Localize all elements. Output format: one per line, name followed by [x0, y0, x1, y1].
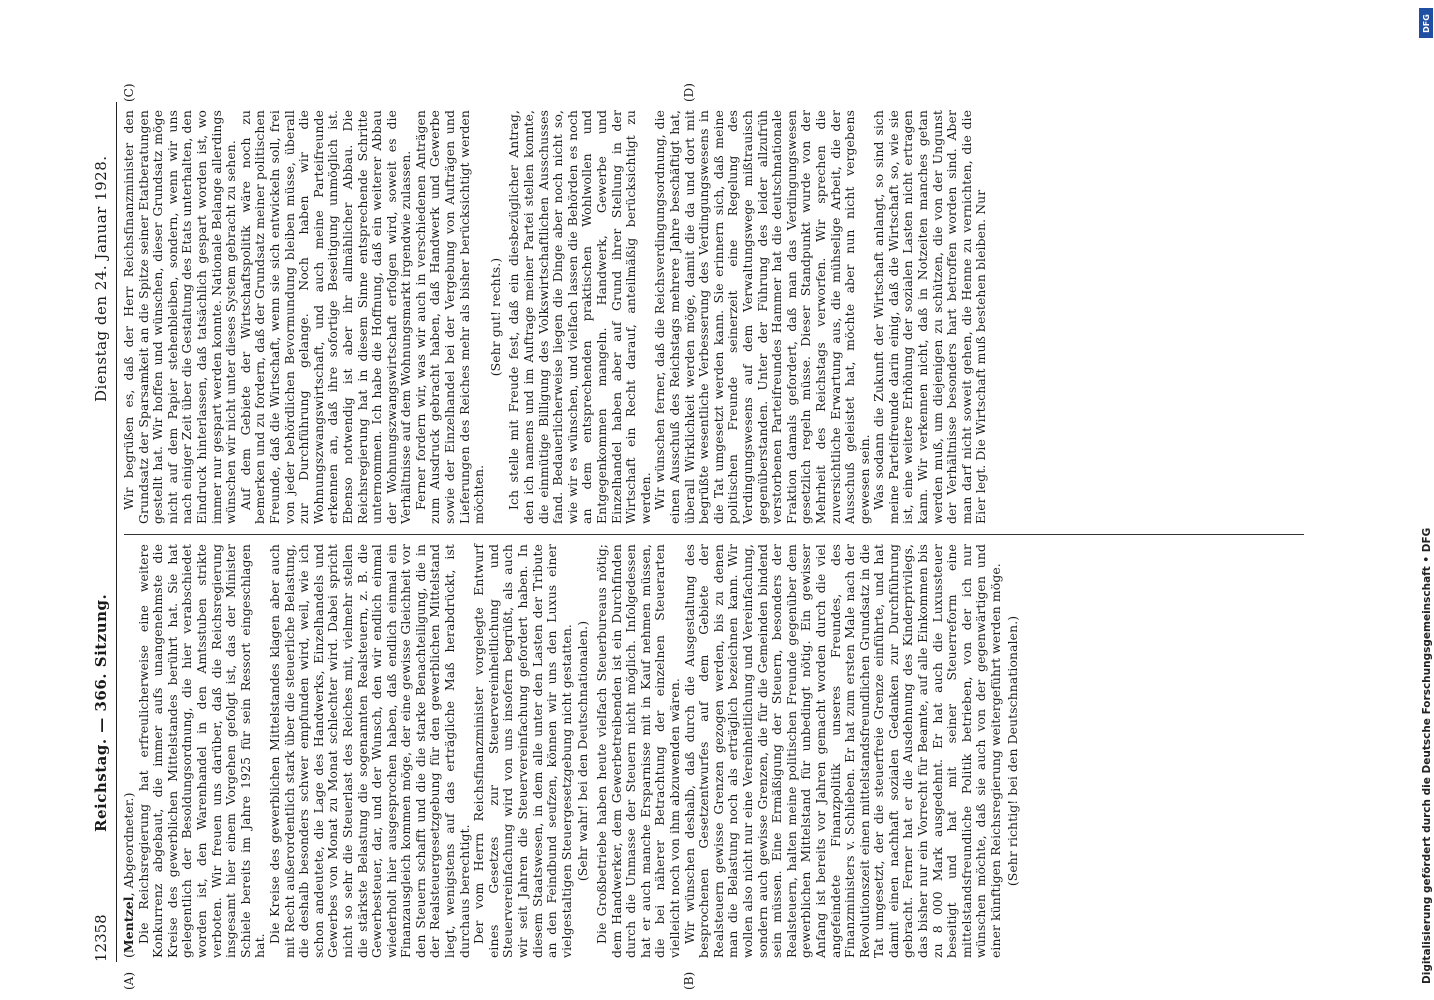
- paragraph: Die Kreise des gewerblichen Mittelstandes klagen aber auch mit Recht außerordentlich stark über die steuerliche Belastung, die deshalb besonders schwer empfunden wird, weil, wie ich schon andeutete, die Lage des Handwerks, Einzelhandels und Gewerbes von Monat zu Monat schlechter wird. Dabei spricht nicht so sehr die Steuerlast des Reiches mit, vielmehr stellen die stärkste Belastung die sogenannten Realsteuern, z. B. die Gewerbesteuer, dar, und der Wunsch, den wir endlich einmal wiederholt hier ausgesprochen haben, daß endlich einmal ein Finanzausgleich kommen möge, der eine gewisse Gleichheit vor den Steuern schafft und die die starke Benachteiligung, die in der Realsteuergesetzgebung für den gewerblichen Mittelstand liegt, wenigstens auf das erträgliche Maß herabdrückt, ist durchaus berechtigt.: [266, 544, 472, 958]
- paragraph: Die Großbetriebe haben heute vielfach Steuerbureaus nötig; dem Handwerker, dem Gewerbetreibenden ist ein Durchfinden durch die Unmasse der Steuern nicht möglich. Infolgedessen hat er auch manche Ersparnisse mit in Kauf nehmen müssen, die bei näherer Betrachtung der einzelnen Steuerarten vielleicht noch von ihm abzuwenden wären.: [594, 544, 682, 958]
- interjection: (Sehr gut! rechts.): [487, 257, 503, 377]
- paragraph: Wir wünschen ferner, daß die Reichsverdingungsordnung, die einen Ausschuß des Reichstags mehrere Jahre beschäftigt hat, überall Wirklichkeit werden möge, damit die da und dort mit begrüßte wesentliche Verbesserung des Verdingungswesens in die Tat umgesetzt werden kann. Sie erinnern sich, daß meine politischen Freunde seinerzeit eine Regelung des Verdingungswesens auf dem Verwaltungswege mißtrauisch gegenüberstanden. Unter der Führung des leider allzufrüh verstorbenen Parteifreundes Hammer hat die deutschnationale Fraktion damals gefordert, daß man das Verdingungswesen gesetzlich regeln müsse. Dieser Standpunkt wurde von der Mehrheit des Reichstags verworfen. Wir sprechen die zuversichtliche Erwartung aus, die mühselige Arbeit, die der Ausschuß geleistet hat, möchte aber nun nicht vergebens gewesen sein.: [652, 110, 872, 524]
- marker-c: (C): [122, 83, 136, 102]
- paragraph: Der vom Herrn Reichsfinanzminister vorgelegte Entwurf eines Gesetzes zur Steuervereinheitlichung und Steuervereinfachung wird von uns insofern begrüßt, als auch wir seit Jahren die Steuervereinfachung gefordert haben. In diesem Staatswesen, in dem alle unter den Lasten der Tribute an den Feindbund seufzen, können wir uns den Luxus einer vielgestaltigen Steuergesetzgebung nicht gestatten.: [471, 544, 574, 958]
- speaker-role: Abgeordneter: [121, 801, 136, 889]
- paragraph: Die Reichsregierung hat erfreulicherweise eine weitere Konkurrenz abgebaut, die immer aufs unangenehmste die Kreise des gewerblichen Mittelstandes berührt hat. Sie hat gelegentlich der Besoldungsordnung, die hier verabschiedet worden ist, den Warenhandel in den Amtsstuben strikte verboten. Wir freuen uns darüber, daß die Reichsregierung insgesamt hier einem Vorgehen gefolgt ist, das der Minister Schiele bereits im Jahre 1925 für sein Ressort eingeschlagen hat.: [135, 544, 268, 958]
- left-column: [122, 544, 1024, 958]
- paragraph: Wir wünschen deshalb, daß durch die Ausgestaltung des besprochenen Gesetzentwurfes auf dem Gebiete der Realsteuern gewisse Grenzen gezogen werden, bis zu denen man die Belastung noch als erträglich bezeichnen kann. Wir wollen also nicht nur eine Vereinheitlichung und Vereinfachung, sondern auch gewisse Grenzen, die für die Gemeinden bindend sein müssen. Eine Ermäßigung der Steuern, besonders der Realsteuern, halten meine politischen Freunde gegenüber dem gewerblichen Mittelstand für unbedingt nötig. Ein gewisser Anfang ist bereits vor Jahren gemacht worden durch die viel angefeindete Finanzpolitik unseres Freundes, des Finanzministers v. Schlieben. Er hat zum ersten Male nach der Revolutionszeit einen mittelstandsfreundlichen Grundsatz in die Tat umgesetzt, der die steuerfreie Grenze einführte, und hat damit einen nachhaft sozialen Gedanken zur Durchführung gebracht. Ferner hat er die Ausdehnung des Kinderprivilegs, das bisher nur ein Vorrecht für Beamte, auf alle Einkommen bis zu 8 000 Mark ausgedehnt. Er hat auch die Luxussteuer beseitigt und hat mit seiner Steuerreform eine mittelstandsfreundliche Politik betrieben, von der ich nur wünschen möchte, daß sie auch von der gegenwärtigen und einer künftigen Reichsregierung weitergeführt werden möge.: [681, 544, 1004, 958]
- right-column: [122, 110, 989, 524]
- interjection: (Sehr wahr! bei den Deutschnationalen.): [575, 620, 591, 882]
- page-header: [86, 102, 116, 962]
- marker-b: (B): [682, 971, 696, 990]
- dfg-logo-text: DFG: [1421, 13, 1431, 33]
- paragraph: Ich stelle mit Freude fest, daß ein diesbezüglicher Antrag, den ich namens und im Auftrage meiner Partei stellen konnte, die einmütige Billigung des Volkswirtschaftlichen Ausschusses fand. Bedauerlicherweise liegen die Dinge aber noch nicht so, wie wir es wünschen, und vielfach lassen die Behörden es noch an dem entsprechenden praktischen Wohlwollen und Entgegenkommen mangeln. Handwerk, Gewerbe und Einzelhandel haben aber auf Grund ihrer Stellung in der Wirtschaft ein Recht darauf, anteilmäßig berücksichtigt zu werden.: [506, 110, 653, 524]
- paragraph: Ferner fordern wir, was wir auch in verschiedenen Anträgen zum Ausdruck gebracht haben, daß Handwerk und Gewerbe sowie der Einzelhandel bei der Vergebung von Aufträgen und Lieferungen des Reiches mehr als bisher berücksichtigt werden möchten.: [412, 110, 487, 524]
- header-rule: [116, 102, 117, 962]
- paragraph: Auf dem Gebiete der Wirtschaftspolitik wäre noch zu bemerken und zu fordern, daß der Grundsatz meiner politischen Freunde, daß die Wirtschaft, wenn sie sich entwickeln soll, frei von jeder behördlichen Bevormundung bleiben müsse, überall zur Durchführung gelange. Noch haben wir die Wohnungszwangswirtschaft, und auch meine Parteifreunde erkennen an, daß ihre sofortige Beseitigung unmöglich ist. Ebenso notwendig ist aber ihr allmählicher Abbau. Die Reichsregierung hat in diesem Sinne entsprechende Schritte unternommen. Ich habe die Hoffnung, daß ein weiterer Abbau der Wohnungszwangswirtschaft erfolgen wird, soweit es die Verhältnisse auf dem Wohnungsmarkt irgendwie zulassen.: [237, 110, 414, 524]
- interjection: (Sehr richtig! bei den Deutschnationalen.): [1004, 615, 1020, 887]
- session-title: Reichstag. — 366. Sitzung.: [92, 593, 110, 832]
- session-date: Dienstag den 24. Januar 1928.: [92, 155, 110, 402]
- marker-d: (D): [682, 83, 696, 102]
- speaker-name: Mentzel: [121, 896, 136, 954]
- digitization-credit: Digitalisierung gefördert durch die Deutsche Forschungsgemeinschaft • DFG: [1421, 527, 1433, 984]
- rotated-page: [86, 83, 1326, 990]
- column-divider: [124, 534, 1304, 535]
- speaker-line: (Mentzel, Abgeordneter.): [121, 792, 136, 958]
- marker-a: (A): [122, 971, 136, 990]
- page-number: 12358: [92, 914, 110, 962]
- paragraph: Was sodann die Zukunft der Wirtschaft anlangt, so sind sich meine Parteifreunde darin einig, daß die Wirtschaft so, wie sie ist, eine weitere Erhöhung der sozialen Lasten nicht ertragen kann. Wir verkennen nicht, daß in Notzeiten manches getan werden muß, um diejenigen zu schützen, die von der Ungunst der Verhältnisse besonders hart betroffen worden sind. Aber man darf nicht soweit gehen, die Henne zu vernichten, die die Eier legt. Die Wirtschaft muß bestehen bleiben. Nur: [871, 110, 989, 524]
- paragraph: Wir begrüßen es, daß der Herr Reichsfinanzminister den Grundsatz der Sparsamkeit an die Spitze seiner Etatberatungen gestellt hat. Wir hoffen und wünschen, dieser Grundsatz möge nicht auf dem Papier stehenbleiben, sondern, wenn wir uns nach einiger Zeit über die Gestaltung des Etats unterhalten, den Eindruck hinterlassen, daß tatsächlich gespart worden ist, wo immer nur gespart werden konnte. Nationale Belange allerdings wünschen wir nicht unter dieses System gebracht zu sehen.: [121, 109, 239, 524]
